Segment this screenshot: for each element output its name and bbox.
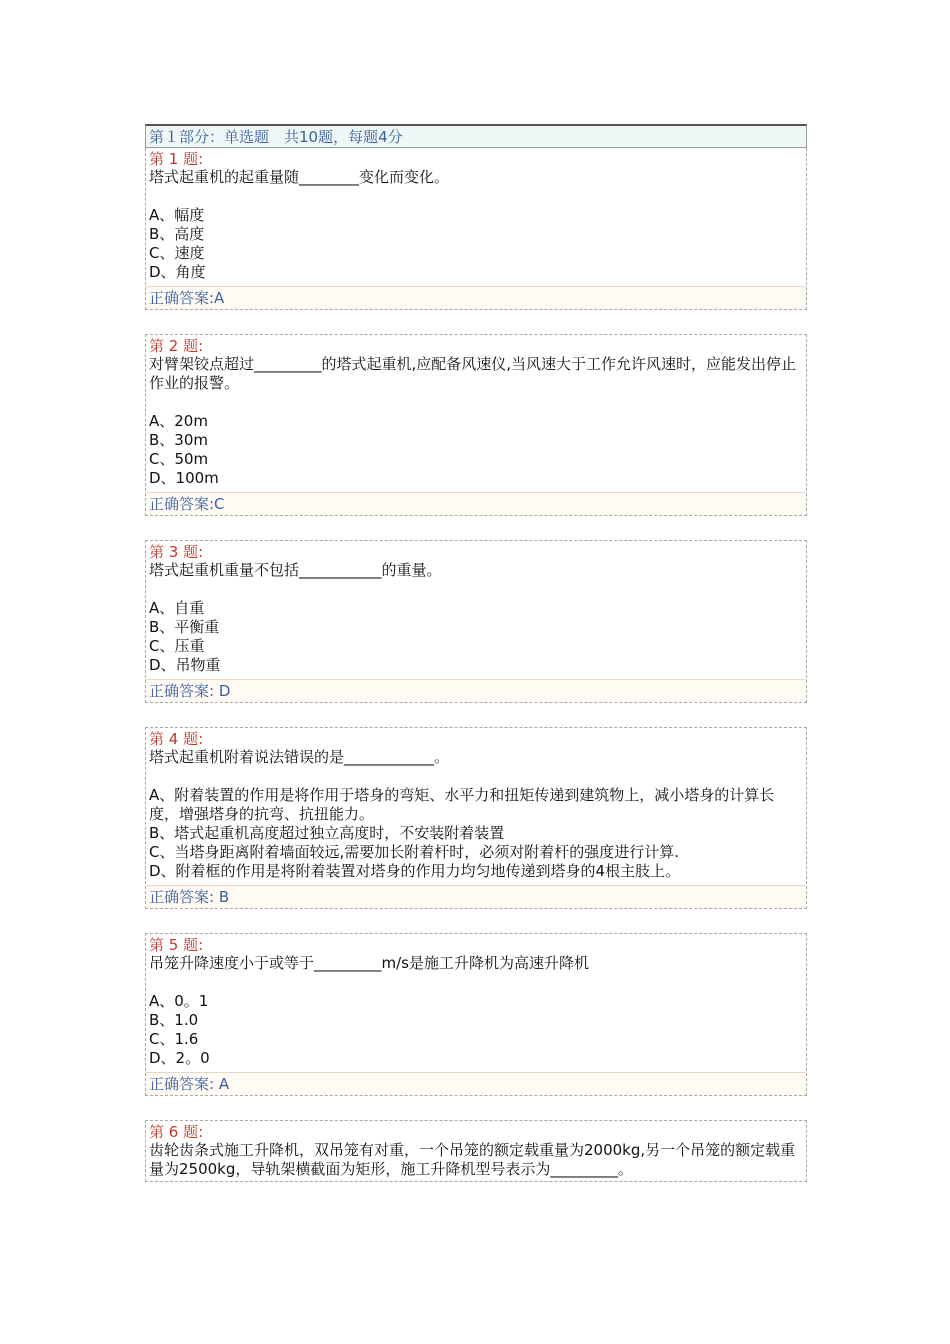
question-text: 吊笼升降速度小于或等于_________m/s是施工升降机为高速升降机 <box>149 954 589 972</box>
options-list <box>146 206 806 282</box>
option-a: A、幅度 <box>149 206 205 224</box>
section-header: 第１部分：单选题 共10题，每题4分 <box>145 124 807 148</box>
question-1 <box>145 148 807 310</box>
option-a: A、自重 <box>149 599 205 617</box>
options-list <box>146 786 806 881</box>
correct-answer: 正确答案: D <box>146 679 806 702</box>
option-c: C、压重 <box>149 637 205 655</box>
question-5 <box>145 933 807 1096</box>
option-d: D、吊物重 <box>149 656 221 674</box>
question-6 <box>145 1120 807 1182</box>
option-d: D、附着框的作用是将附着装置对塔身的作用力均匀地传递到塔身的4根主肢上。 <box>149 862 681 880</box>
correct-answer: 正确答案:A <box>146 286 806 309</box>
option-b: B、平衡重 <box>149 618 220 636</box>
option-a: A、0。1 <box>149 992 209 1010</box>
option-c: C、速度 <box>149 244 205 262</box>
options-list <box>146 599 806 675</box>
question-2 <box>145 334 807 516</box>
question-3 <box>145 540 807 703</box>
options-list <box>146 992 806 1068</box>
question-number: 第 1 题: <box>149 150 204 168</box>
question-number: 第 5 题: <box>149 936 204 954</box>
option-b: B、30m <box>149 431 208 449</box>
question-text: 塔式起重机的起重量随________变化而变化。 <box>149 168 450 186</box>
question-text: 齿轮齿条式施工升降机，双吊笼有对重，一个吊笼的额定载重量为2000kg,另一个吊笼的额定载重量为2500kg，导轨架横截面为矩形，施工升降机型号表示为_________。 <box>149 1141 796 1178</box>
exam-paper <box>145 124 807 1182</box>
option-c: C、50m <box>149 450 209 468</box>
option-c: C、1.6 <box>149 1030 199 1048</box>
question-4 <box>145 727 807 909</box>
question-text: 塔式起重机重量不包括___________的重量。 <box>149 561 442 579</box>
option-a: A、附着装置的作用是将作用于塔身的弯矩、水平力和扭矩传递到建筑物上，减小塔身的计算长度，增强塔身的抗弯、抗扭能力。 <box>149 786 775 823</box>
option-d: D、角度 <box>149 263 206 281</box>
options-list <box>146 412 806 488</box>
correct-answer: 正确答案:C <box>146 492 806 515</box>
question-text: 对臂架铰点超过_________的塔式起重机,应配备风速仪,当风速大于工作允许风速时，应能发出停止作业的报警。 <box>149 355 797 392</box>
option-a: A、20m <box>149 412 208 430</box>
question-number: 第 6 题: <box>149 1123 204 1141</box>
option-d: D、2。0 <box>149 1049 210 1067</box>
option-d: D、100m <box>149 469 219 487</box>
question-number: 第 3 题: <box>149 543 204 561</box>
correct-answer: 正确答案: A <box>146 1072 806 1095</box>
correct-answer: 正确答案: B <box>146 885 806 908</box>
question-text: 塔式起重机附着说法错误的是____________。 <box>149 748 450 766</box>
option-b: B、1.0 <box>149 1011 199 1029</box>
option-b: B、高度 <box>149 225 205 243</box>
question-number: 第 4 题: <box>149 730 204 748</box>
question-number: 第 2 题: <box>149 337 204 355</box>
option-c: C、当塔身距离附着墙面较远,需要加长附着杆时，必须对附着杆的强度进行计算. <box>149 843 680 861</box>
option-b: B、塔式起重机高度超过独立高度时，不安装附着装置 <box>149 824 505 842</box>
